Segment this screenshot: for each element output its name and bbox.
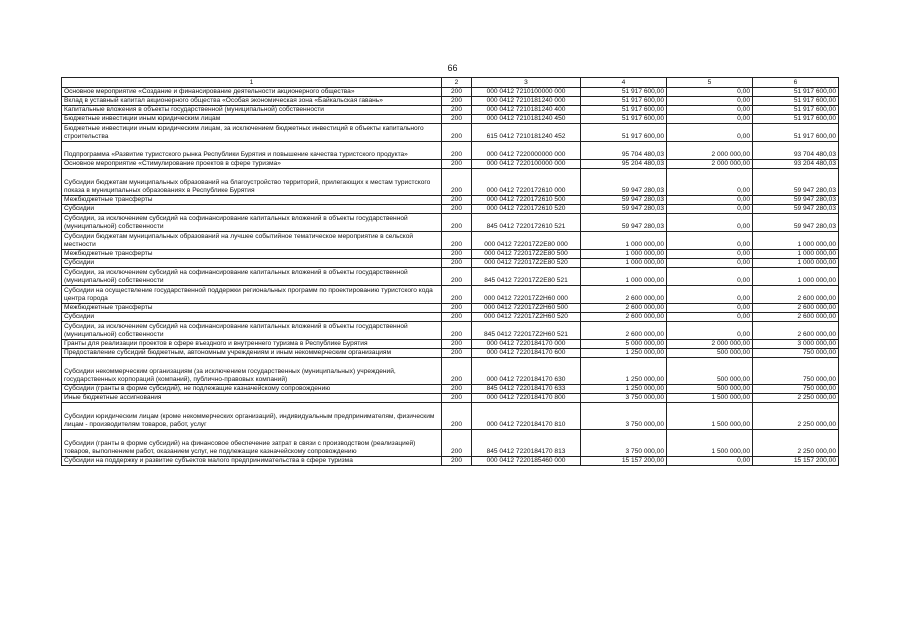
- row-description: Субсидии некоммерческим организациям (за исключением государственных (муниципальных) учреждений, государственных корпораций (компаний), публично-правовых компаний): [62, 358, 442, 385]
- row-amount-approved: 2 600 000,00: [581, 322, 667, 340]
- row-amount-approved: 95 204 480,03: [581, 160, 667, 169]
- row-amount-remaining: 750 000,00: [753, 385, 839, 394]
- row-amount-approved: 51 917 600,00: [581, 106, 667, 115]
- row-amount-remaining: 59 947 280,03: [753, 214, 839, 232]
- row-amount-executed: 0,00: [667, 259, 753, 268]
- row-description: Субсидии (гранты в форме субсидий) на финансовое обеспечение затрат в связи с производством (реализацией) товаров, выполнением работ, оказанием услуг, не подлежащие казначейскому сопровождению: [62, 430, 442, 457]
- row-amount-approved: 51 917 600,00: [581, 115, 667, 124]
- row-description: Субсидии, за исключением субсидий на софинансирование капитальных вложений в объекты государственной (муниципальной) собственности: [62, 268, 442, 286]
- row-description: Субсидии юридическим лицам (кроме некоммерческих организаций), индивидуальным предпринимателям, физическим лицам - производителям товаров, работ, услуг: [62, 403, 442, 430]
- row-amount-remaining: 59 947 280,03: [753, 196, 839, 205]
- row-amount-executed: 0,00: [667, 88, 753, 97]
- table-row: [62, 385, 839, 394]
- row-description: Субсидии на поддержку и развитие субъектов малого предпринимательства в сфере туризма: [62, 457, 442, 466]
- budget-table: [61, 77, 839, 466]
- row-amount-approved: 51 917 600,00: [581, 97, 667, 106]
- row-amount-executed: 500 000,00: [667, 358, 753, 385]
- row-description: Субсидии бюджетам муниципальных образований на благоустройство территорий, прилегающих к местам туристского показа в муниципальных образованиях в Республике Бурятия: [62, 169, 442, 196]
- row-amount-approved: 59 947 280,03: [581, 169, 667, 196]
- row-amount-approved: 2 600 000,00: [581, 286, 667, 304]
- row-amount-remaining: 2 250 000,00: [753, 403, 839, 430]
- row-description: Гранты для реализации проектов в сфере въездного и внутреннего туризма в Республике Бурятия: [62, 340, 442, 349]
- row-description: Субсидии: [62, 205, 442, 214]
- row-line-code: 200: [442, 358, 472, 385]
- row-description: Субсидии: [62, 259, 442, 268]
- row-amount-approved: 1 000 000,00: [581, 232, 667, 250]
- table-row: [62, 142, 839, 160]
- row-line-code: 200: [442, 196, 472, 205]
- row-amount-executed: 0,00: [667, 304, 753, 313]
- table-row: [62, 97, 839, 106]
- row-description: Субсидии на осуществление государственной поддержки региональных программ по проектированию туристского кода центра города: [62, 286, 442, 304]
- row-classification-code: 000 0412 722017Z2E80 000: [472, 232, 581, 250]
- table-row: [62, 358, 839, 385]
- row-amount-approved: 59 947 280,03: [581, 205, 667, 214]
- table-row: [62, 430, 839, 457]
- header-col-5: 5: [667, 78, 753, 88]
- table-row: [62, 304, 839, 313]
- row-line-code: 200: [442, 268, 472, 286]
- row-amount-remaining: 2 600 000,00: [753, 286, 839, 304]
- row-amount-approved: 59 947 280,03: [581, 196, 667, 205]
- row-amount-executed: 500 000,00: [667, 349, 753, 358]
- row-line-code: 200: [442, 250, 472, 259]
- table-row: [62, 268, 839, 286]
- table-row: [62, 394, 839, 403]
- row-amount-executed: 0,00: [667, 232, 753, 250]
- row-classification-code: 000 0412 7220000000 000: [472, 142, 581, 160]
- table-row: [62, 403, 839, 430]
- row-amount-remaining: 2 250 000,00: [753, 394, 839, 403]
- row-line-code: 200: [442, 304, 472, 313]
- table-row: [62, 340, 839, 349]
- row-amount-executed: 0,00: [667, 313, 753, 322]
- row-amount-approved: 1 250 000,00: [581, 385, 667, 394]
- row-description: Вклад в уставный капитал акционерного общества «Особая экономическая зона «Байкальская гавань»: [62, 97, 442, 106]
- row-amount-executed: 0,00: [667, 214, 753, 232]
- row-amount-remaining: 2 250 000,00: [753, 430, 839, 457]
- row-description: Субсидии (гранты в форме субсидий), не подлежащие казначейскому сопровождению: [62, 385, 442, 394]
- row-line-code: 200: [442, 88, 472, 97]
- row-classification-code: 615 0412 7210181240 452: [472, 124, 581, 142]
- row-amount-executed: 0,00: [667, 205, 753, 214]
- row-classification-code: 000 0412 7220100000 000: [472, 160, 581, 169]
- row-classification-code: 000 0412 7220184170 630: [472, 358, 581, 385]
- row-amount-executed: 0,00: [667, 106, 753, 115]
- row-description: Межбюджетные трансферты: [62, 304, 442, 313]
- row-description: Субсидии: [62, 313, 442, 322]
- row-amount-executed: 2 000 000,00: [667, 142, 753, 160]
- row-classification-code: 000 0412 7220172610 520: [472, 205, 581, 214]
- row-amount-remaining: 93 704 480,03: [753, 142, 839, 160]
- table-row: [62, 214, 839, 232]
- row-line-code: 200: [442, 340, 472, 349]
- row-amount-remaining: 1 000 000,00: [753, 250, 839, 259]
- header-col-6: 6: [753, 78, 839, 88]
- table-row: [62, 250, 839, 259]
- row-amount-executed: 0,00: [667, 322, 753, 340]
- row-amount-remaining: 59 947 280,03: [753, 169, 839, 196]
- row-line-code: 200: [442, 385, 472, 394]
- row-line-code: 200: [442, 457, 472, 466]
- row-classification-code: 000 0412 7220184170 800: [472, 394, 581, 403]
- row-classification-code: 000 0412 7220172610 000: [472, 169, 581, 196]
- row-amount-remaining: 2 600 000,00: [753, 313, 839, 322]
- table-row: [62, 169, 839, 196]
- row-amount-approved: 3 750 000,00: [581, 430, 667, 457]
- header-col-3: 3: [472, 78, 581, 88]
- row-amount-remaining: 51 917 600,00: [753, 115, 839, 124]
- table-row: [62, 313, 839, 322]
- row-description: Бюджетные инвестиции иным юридическим лицам: [62, 115, 442, 124]
- row-amount-remaining: 51 917 600,00: [753, 88, 839, 97]
- table-row: [62, 322, 839, 340]
- row-amount-approved: 1 250 000,00: [581, 349, 667, 358]
- row-amount-remaining: 2 600 000,00: [753, 304, 839, 313]
- row-classification-code: 000 0412 7210181240 450: [472, 115, 581, 124]
- row-classification-code: 000 0412 7210181240 400: [472, 106, 581, 115]
- row-line-code: 200: [442, 214, 472, 232]
- table-row: [62, 205, 839, 214]
- row-amount-approved: 1 000 000,00: [581, 250, 667, 259]
- row-amount-executed: 1 500 000,00: [667, 403, 753, 430]
- row-description: Основное мероприятие «Стимулирование проектов в сфере туризма»: [62, 160, 442, 169]
- row-line-code: 200: [442, 349, 472, 358]
- row-classification-code: 000 0412 722017Z2H60 500: [472, 304, 581, 313]
- row-amount-approved: 1 250 000,00: [581, 358, 667, 385]
- table-row: [62, 286, 839, 304]
- row-amount-remaining: 1 000 000,00: [753, 232, 839, 250]
- row-amount-approved: 5 000 000,00: [581, 340, 667, 349]
- row-line-code: 200: [442, 115, 472, 124]
- row-classification-code: 000 0412 7220184170 600: [472, 349, 581, 358]
- row-classification-code: 000 0412 7220184170 000: [472, 340, 581, 349]
- row-classification-code: 000 0412 7220184170 810: [472, 403, 581, 430]
- row-amount-executed: 0,00: [667, 250, 753, 259]
- header-col-4: 4: [581, 78, 667, 88]
- row-line-code: 200: [442, 394, 472, 403]
- row-line-code: 200: [442, 403, 472, 430]
- row-amount-remaining: 1 000 000,00: [753, 268, 839, 286]
- row-amount-executed: 1 500 000,00: [667, 430, 753, 457]
- row-classification-code: 000 0412 722017Z2E80 520: [472, 259, 581, 268]
- row-description: Бюджетные инвестиции иным юридическим лицам, за исключением бюджетных инвестиций в объекты капитального строительства: [62, 124, 442, 142]
- table-row: [62, 124, 839, 142]
- row-amount-approved: 2 600 000,00: [581, 304, 667, 313]
- row-amount-executed: 0,00: [667, 97, 753, 106]
- row-amount-executed: 2 000 000,00: [667, 160, 753, 169]
- row-classification-code: 845 0412 7220184170 633: [472, 385, 581, 394]
- row-amount-remaining: 51 917 600,00: [753, 106, 839, 115]
- row-classification-code: 000 0412 722017Z2H60 520: [472, 313, 581, 322]
- row-description: Межбюджетные трансферты: [62, 196, 442, 205]
- row-amount-executed: 0,00: [667, 115, 753, 124]
- row-classification-code: 000 0412 7220172610 500: [472, 196, 581, 205]
- row-amount-executed: 1 500 000,00: [667, 394, 753, 403]
- row-line-code: 200: [442, 313, 472, 322]
- row-classification-code: 845 0412 7220184170 813: [472, 430, 581, 457]
- table-row: [62, 259, 839, 268]
- row-classification-code: 845 0412 722017Z2E80 521: [472, 268, 581, 286]
- row-amount-executed: 0,00: [667, 286, 753, 304]
- row-line-code: 200: [442, 205, 472, 214]
- table-row: [62, 196, 839, 205]
- row-description: Иные бюджетные ассигнования: [62, 394, 442, 403]
- row-description: Субсидии бюджетам муниципальных образований на лучшее событийное тематическое мероприятие в сельской местности: [62, 232, 442, 250]
- row-amount-approved: 15 157 200,00: [581, 457, 667, 466]
- row-line-code: 200: [442, 142, 472, 160]
- row-line-code: 200: [442, 286, 472, 304]
- row-line-code: 200: [442, 160, 472, 169]
- row-line-code: 200: [442, 430, 472, 457]
- row-line-code: 200: [442, 232, 472, 250]
- row-classification-code: 000 0412 7210100000 000: [472, 88, 581, 97]
- table-row: [62, 115, 839, 124]
- row-amount-executed: 0,00: [667, 124, 753, 142]
- row-amount-remaining: 59 947 280,03: [753, 205, 839, 214]
- row-amount-executed: 0,00: [667, 196, 753, 205]
- row-line-code: 200: [442, 106, 472, 115]
- row-line-code: 200: [442, 259, 472, 268]
- row-description: Подпрограмма «Развитие туристского рынка Республики Бурятия и повышение качества туристского продукта»: [62, 142, 442, 160]
- row-amount-remaining: 3 000 000,00: [753, 340, 839, 349]
- row-amount-remaining: 2 600 000,00: [753, 322, 839, 340]
- row-amount-approved: 1 000 000,00: [581, 259, 667, 268]
- row-amount-approved: 3 750 000,00: [581, 394, 667, 403]
- row-description: Межбюджетные трансферты: [62, 250, 442, 259]
- table-row: [62, 160, 839, 169]
- row-amount-remaining: 51 917 600,00: [753, 97, 839, 106]
- row-amount-remaining: 750 000,00: [753, 349, 839, 358]
- row-amount-approved: 51 917 600,00: [581, 88, 667, 97]
- row-description: Субсидии, за исключением субсидий на софинансирование капитальных вложений в объекты государственной (муниципальной) собственности: [62, 322, 442, 340]
- row-classification-code: 845 0412 722017Z2H60 521: [472, 322, 581, 340]
- row-amount-approved: 1 000 000,00: [581, 268, 667, 286]
- row-classification-code: 000 0412 722017Z2E80 500: [472, 250, 581, 259]
- row-classification-code: 000 0412 7220185460 000: [472, 457, 581, 466]
- row-amount-executed: 0,00: [667, 457, 753, 466]
- row-line-code: 200: [442, 169, 472, 196]
- row-description: Субсидии, за исключением субсидий на софинансирование капитальных вложений в объекты государственной (муниципальной) собственности: [62, 214, 442, 232]
- row-amount-remaining: 750 000,00: [753, 358, 839, 385]
- header-col-2: 2: [442, 78, 472, 88]
- row-amount-remaining: 15 157 200,00: [753, 457, 839, 466]
- table-row: [62, 106, 839, 115]
- row-description: Капитальные вложения в объекты государственной (муниципальной) собственности: [62, 106, 442, 115]
- header-col-1: 1: [62, 78, 442, 88]
- row-classification-code: 845 0412 7220172610 521: [472, 214, 581, 232]
- row-classification-code: 000 0412 7210181240 000: [472, 97, 581, 106]
- table-row: [62, 349, 839, 358]
- row-line-code: 200: [442, 124, 472, 142]
- row-amount-remaining: 51 917 600,00: [753, 124, 839, 142]
- row-amount-approved: 95 704 480,03: [581, 142, 667, 160]
- row-classification-code: 000 0412 722017Z2H60 000: [472, 286, 581, 304]
- row-line-code: 200: [442, 322, 472, 340]
- row-amount-executed: 2 000 000,00: [667, 340, 753, 349]
- row-amount-remaining: 93 204 480,03: [753, 160, 839, 169]
- table-row: [62, 88, 839, 97]
- row-description: Предоставление субсидий бюджетным, автономным учреждениям и иным некоммерческим организациям: [62, 349, 442, 358]
- row-amount-executed: 0,00: [667, 169, 753, 196]
- row-amount-remaining: 1 000 000,00: [753, 259, 839, 268]
- row-line-code: 200: [442, 97, 472, 106]
- page-number: 66: [447, 63, 458, 73]
- row-amount-approved: 51 917 600,00: [581, 124, 667, 142]
- row-amount-approved: 2 600 000,00: [581, 313, 667, 322]
- row-description: Основное мероприятие «Создание и финансирование деятельности акционерного общества»: [62, 88, 442, 97]
- table-row: [62, 232, 839, 250]
- table-row: [62, 457, 839, 466]
- row-amount-executed: 500 000,00: [667, 385, 753, 394]
- row-amount-approved: 3 750 000,00: [581, 403, 667, 430]
- table-header-row: [62, 78, 839, 88]
- row-amount-executed: 0,00: [667, 268, 753, 286]
- row-amount-approved: 59 947 280,03: [581, 214, 667, 232]
